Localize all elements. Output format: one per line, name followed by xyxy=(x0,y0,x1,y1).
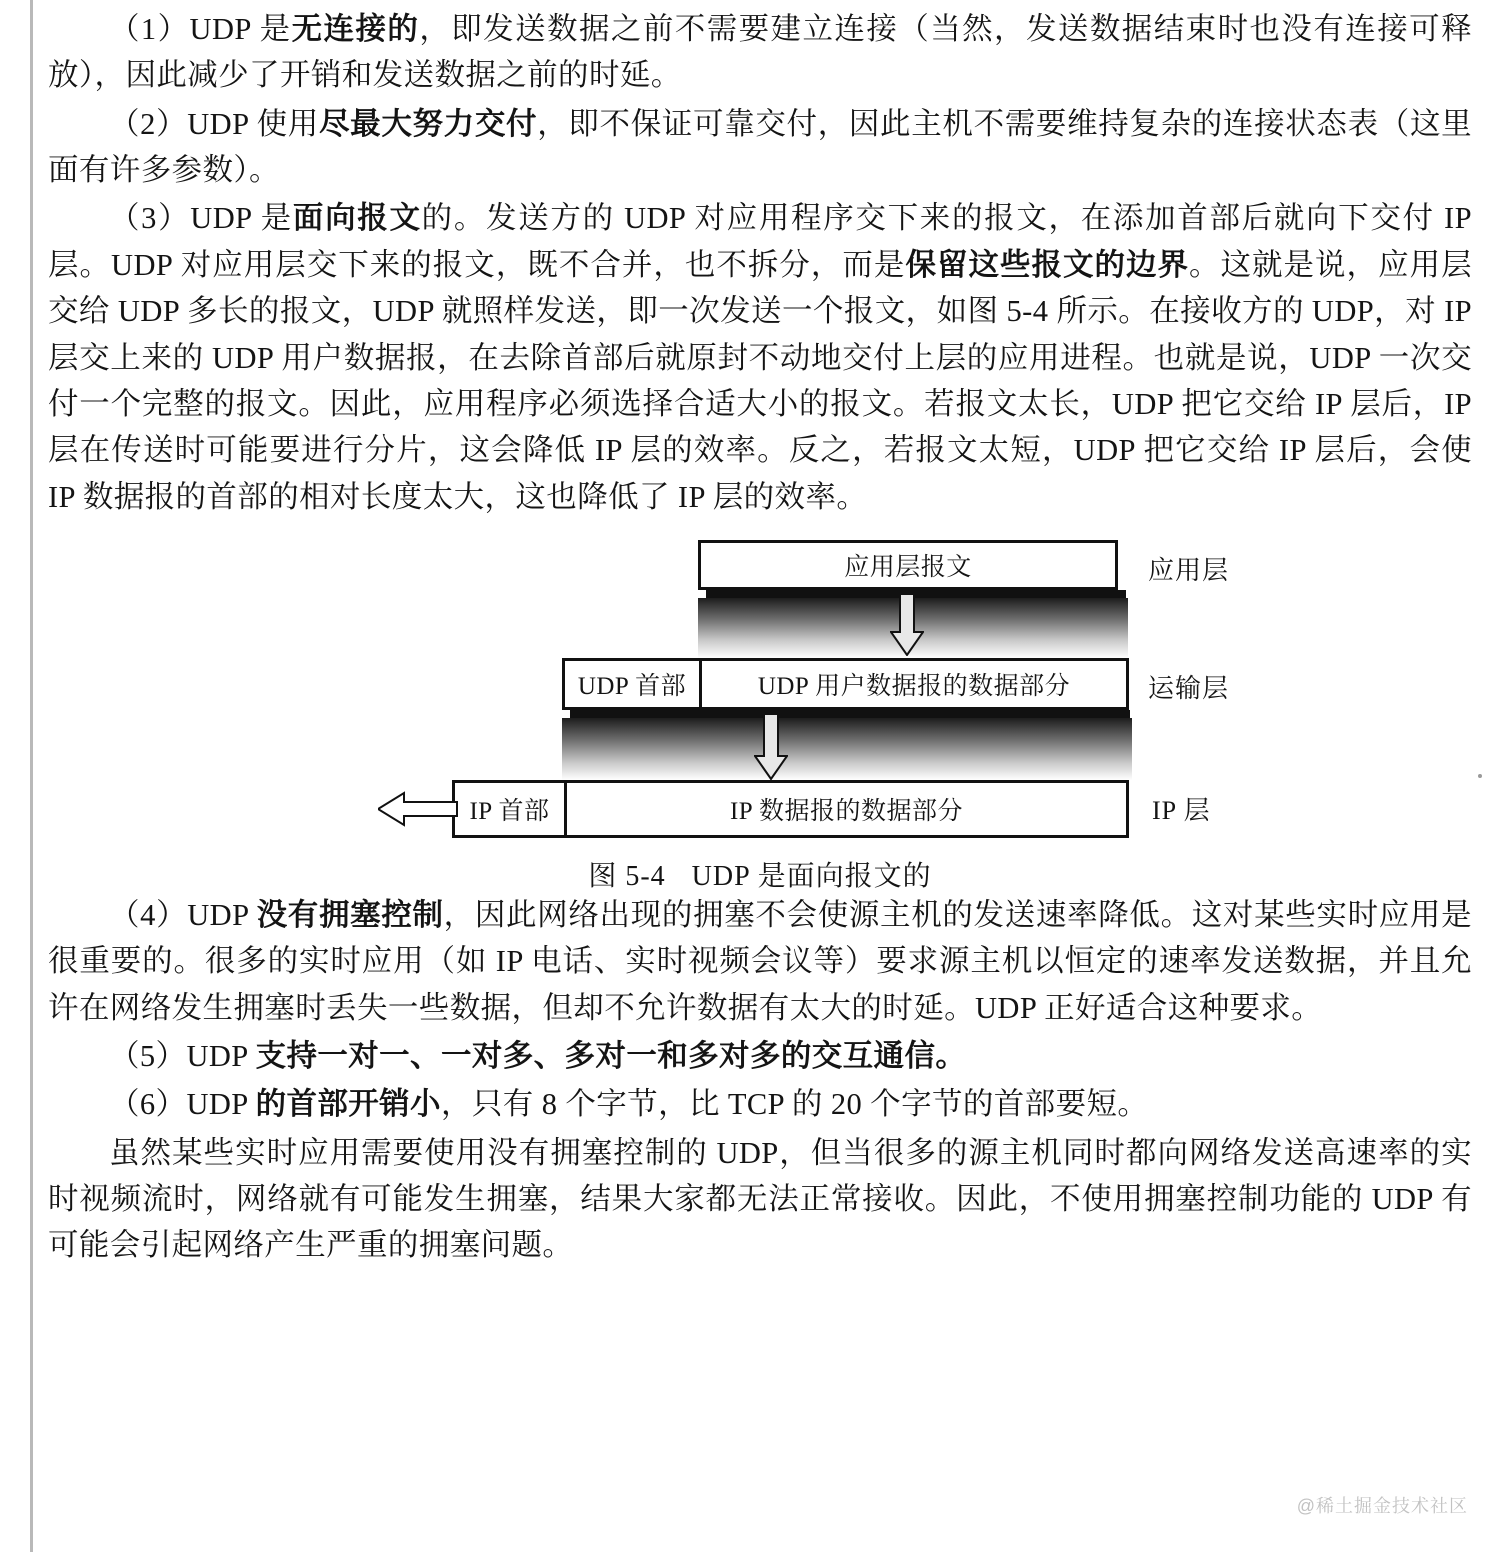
paragraph-6 xyxy=(48,1081,1472,1127)
arrow-down-icon-application xyxy=(890,594,924,656)
figure-box-ip-data xyxy=(564,780,1129,838)
body-text: （3）UDP 是 xyxy=(109,201,293,236)
figure-layer-label-transport: 运输层 xyxy=(1148,673,1230,703)
figure-box-udp-header-label: UDP 首部 xyxy=(577,672,687,700)
emphasis-text: 无连接的 xyxy=(291,12,420,46)
figure-box-ip-data-label: IP 数据报的数据部分 xyxy=(729,797,964,825)
figure-caption-number: 图 5-4 xyxy=(588,860,666,892)
body-text: ，即不保证可靠交付，因此主机不需要维持复杂的连接状态表（这里面有许多参数）。 xyxy=(48,106,1473,188)
body-text: （4）UDP xyxy=(109,897,257,932)
figure-caption xyxy=(48,854,1472,894)
scan-speck xyxy=(1478,774,1482,778)
figure-box-udp-header xyxy=(562,658,702,710)
figure-caption-title: UDP 是面向报文的 xyxy=(691,860,932,892)
body-text: （5）UDP xyxy=(109,1039,256,1074)
paragraph-2 xyxy=(48,101,1472,194)
arrow-down-icon-transport xyxy=(754,714,788,780)
emphasis-text: 支持一对一、一对多、多对一和多对多的交互通信。 xyxy=(255,1039,967,1074)
figure-box-application-message-label: 应用层报文 xyxy=(844,553,972,581)
arrow-left-icon xyxy=(378,790,458,828)
paragraph-1 xyxy=(48,6,1472,99)
figure-box-ip-header-label: IP 首部 xyxy=(469,797,550,825)
emphasis-text: 保留这些报文的边界 xyxy=(905,247,1190,282)
body-text: （6）UDP xyxy=(109,1087,256,1122)
body-text: ，只有 8 个字节，比 TCP 的 20 个字节的首部要短。 xyxy=(440,1087,1149,1122)
figure-box-application-message xyxy=(698,540,1118,590)
figure-box-udp-data-label: UDP 用户数据报的数据部分 xyxy=(757,672,1071,700)
emphasis-text: 的首部开销小 xyxy=(255,1087,441,1122)
body-text: 虽然某些实时应用需要使用没有拥塞控制的 UDP，但当很多的源主机同时都向网络发送高速率的实时视频流时，网络就有可能发生拥塞，结果大家都无法正常接收。因此，不使用拥塞控制功能的 UDP 有可能会引起网络产生严重的拥塞问题。 xyxy=(48,1135,1472,1263)
body-text: （2）UDP 使用 xyxy=(109,106,319,141)
body-text: ，即发送数据之前不需要建立连接（当然，发送数据结束时也没有连接可释放），因此减少了开销和发送数据之前的时延。 xyxy=(48,12,1472,93)
figure-box-udp-data xyxy=(699,658,1129,710)
paragraph-4 xyxy=(48,892,1472,1031)
paragraph-7 xyxy=(48,1130,1472,1269)
figure-layer-label-network: IP 层 xyxy=(1152,795,1211,825)
emphasis-text: 尽最大努力交付 xyxy=(318,106,538,141)
scan-edge-artifact xyxy=(30,0,33,1552)
body-text: 。这就是说，应用层交给 UDP 多长的报文，UDP 就照样发送，即一次发送一个报文，如图 5-4 所示。在接收方的 UDP，对 IP 层交上来的 UDP 用户数据报，在去除首部后就原封不动地交付上层的应用进程。也就是说，UDP 一次交付一个完整的报文。因此，应用程序必须选择合适大小的报文。若报文太长，UDP 把它交给 IP 层后，IP 层在传送时可能要进行分片，这会降低 IP 层的效率。反之，若报文太短，UDP 把它交给 IP 层后，会使 IP 数据报的首部的相对长度太大，这也降低了 IP 层的效率。 xyxy=(48,247,1472,514)
emphasis-text: 没有拥塞控制 xyxy=(256,897,444,932)
figure-5-4 xyxy=(48,532,1472,892)
paragraph-3 xyxy=(48,195,1472,520)
watermark: @稀土掘金技术社区 xyxy=(1296,1496,1468,1516)
figure-gradient-transport-to-ip xyxy=(562,718,1132,780)
figure-box-ip-header xyxy=(452,780,567,838)
body-text: 的。发送方的 UDP 对应用程序交下来的报文，在添加首部后就向下交付 IP 层。UDP 对应用层交下来的报文，既不合并，也不拆分，而是 xyxy=(48,201,1472,282)
emphasis-text: 面向报文 xyxy=(292,201,422,236)
body-text: ，因此网络出现的拥塞不会使源主机的发送速率降低。这对某些实时应用是很重要的。很多的实时应用（如 IP 电话、实时视频会议等）要求源主机以恒定的速率发送数据，并且允许在网络发生拥塞时丢失一些数据，但却不允许数据有太大的时延。UDP 正好适合这种要求。 xyxy=(48,897,1473,1025)
figure-layer-label-application: 应用层 xyxy=(1148,555,1230,585)
paragraph-5 xyxy=(48,1033,1472,1079)
body-text: （1）UDP 是 xyxy=(109,12,292,46)
